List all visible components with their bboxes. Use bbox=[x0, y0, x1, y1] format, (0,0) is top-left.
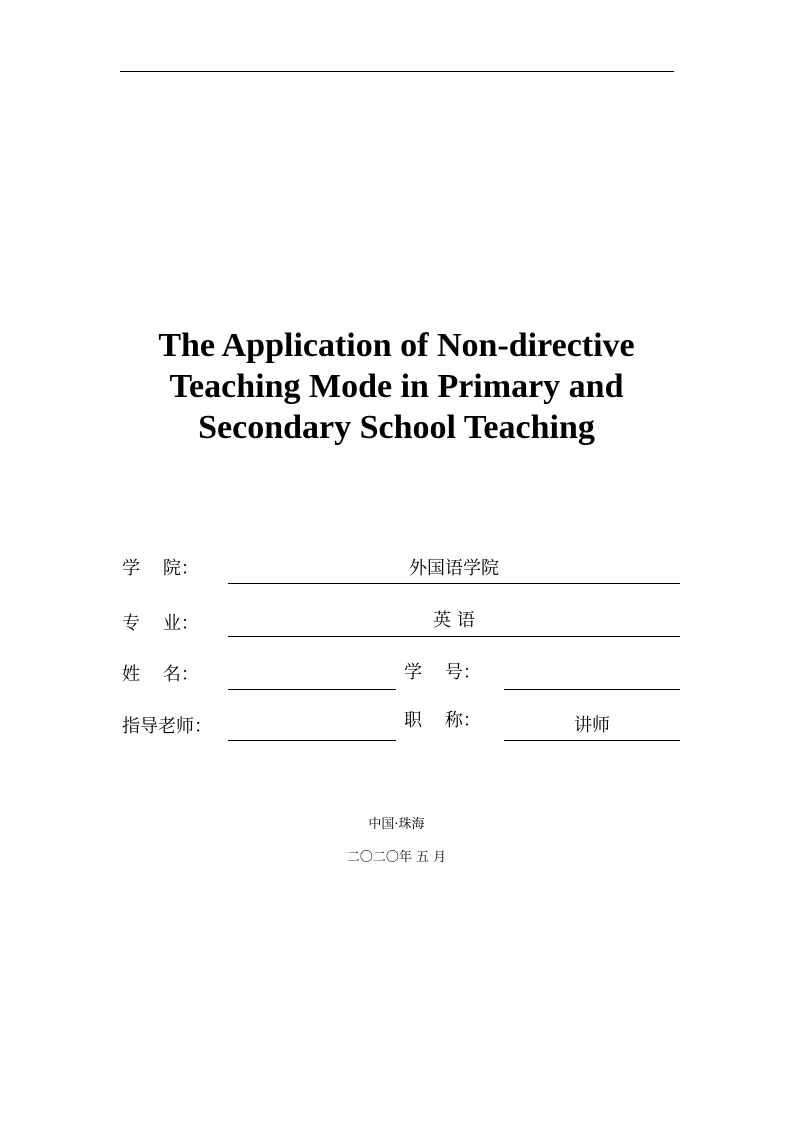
student-id-underline bbox=[504, 689, 680, 690]
advisor-underline bbox=[228, 740, 396, 741]
title-line-1: The Application of Non-directive bbox=[158, 327, 635, 364]
thesis-title bbox=[96, 325, 697, 448]
footer-location: 中国·珠海 bbox=[368, 817, 425, 832]
title-line-3: Secondary School Teaching bbox=[198, 409, 595, 446]
name-label: 姓 名： bbox=[122, 664, 199, 685]
title-rank-underline bbox=[504, 740, 680, 741]
name-underline bbox=[228, 689, 396, 690]
student-id-label: 学 号： bbox=[404, 662, 481, 683]
major-label: 专 业： bbox=[122, 613, 199, 634]
advisor-label: 指导老师： bbox=[122, 716, 212, 737]
major-underline bbox=[228, 636, 680, 637]
footer-date: 二〇二〇年 五 月 bbox=[346, 850, 447, 865]
college-value: 外国语学院 bbox=[409, 558, 499, 579]
title-line-2: Teaching Mode in Primary and bbox=[169, 368, 624, 405]
title-rank-label: 职 称： bbox=[404, 710, 481, 731]
major-value: 英 语 bbox=[433, 610, 475, 631]
header-rule bbox=[120, 71, 674, 72]
college-underline bbox=[228, 583, 680, 584]
college-label: 学 院： bbox=[122, 558, 199, 579]
title-rank-value: 讲师 bbox=[574, 715, 610, 736]
